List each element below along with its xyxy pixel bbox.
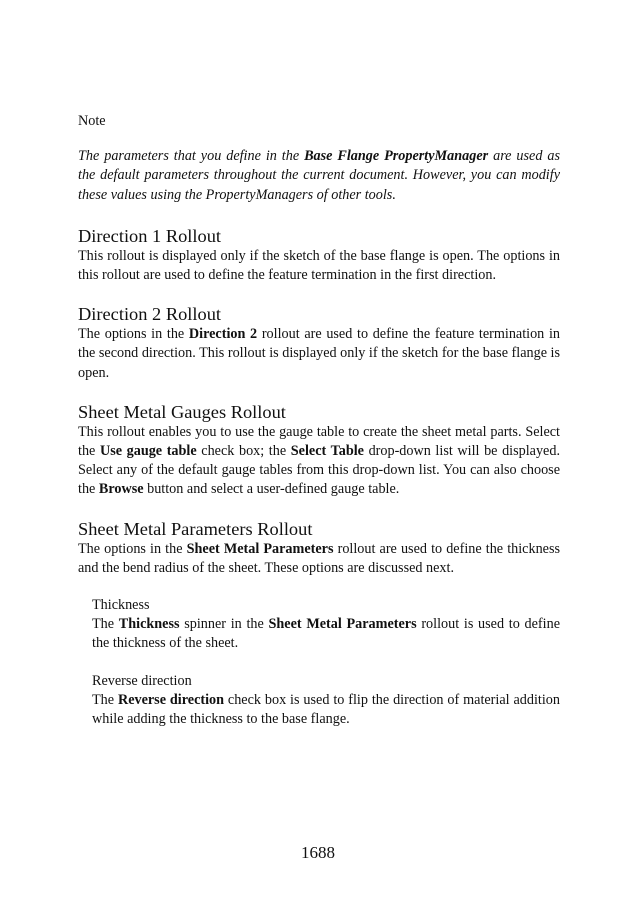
paragraph-direction-1: This rollout is displayed only if the sketch of the base flange is open. The options in this rollout are used to define the feature termination in the first direction. [78, 247, 560, 284]
subheading-reverse-direction: Reverse direction [92, 672, 192, 689]
subsection-reverse-direction [92, 672, 560, 730]
section-direction-2 [78, 303, 560, 383]
heading-sheet-metal-parameters: Sheet Metal Parameters Rollout [78, 518, 313, 539]
note-text [78, 147, 560, 205]
text-part: rollout is used to define the thickness of the sheet. [92, 616, 560, 652]
text-part: rollout are used to define the thickness and the bend radius of the sheet. These options are discussed next. [78, 540, 560, 576]
text-part: The options in the [78, 326, 189, 343]
paragraph-thickness [92, 615, 560, 653]
text-part: spinner in the [179, 616, 269, 633]
bold-term: Thickness [118, 616, 180, 633]
bold-term: Browse [98, 481, 144, 498]
heading-sheet-metal-gauges: Sheet Metal Gauges Rollout [78, 401, 286, 422]
paragraph-direction-2 [78, 325, 560, 383]
note-text-part: are used as the default parameters throughout the current document. However, you can modify these values using the PropertyManagers of other tools. [78, 148, 560, 203]
text-part: check box is used to flip the direction of material addition while adding the thickness to the base flange. [92, 691, 560, 728]
heading-direction-2: Direction 2 Rollout [78, 304, 222, 325]
text-part: drop-down list will be displayed. Select any of the default gauge tables from this drop-down list. You can also choose the [78, 443, 560, 498]
note-label: Note [78, 113, 106, 129]
text-part: button and select a user-defined gauge table. [143, 481, 400, 498]
subheading-thickness: Thickness [92, 597, 150, 614]
text-part: The [92, 691, 118, 708]
section-sheet-metal-gauges [78, 401, 560, 500]
heading-direction-1: Direction 1 Rollout [78, 225, 222, 246]
page-content [78, 112, 560, 747]
subsection-thickness [92, 596, 560, 654]
note-text-part: The parameters that you define in the [78, 148, 305, 165]
bold-term: Direction 2 [188, 326, 258, 343]
text-part: This rollout enables you to use the gauge table to create the sheet metal parts. Select the [78, 423, 560, 460]
paragraph-reverse-direction [92, 691, 560, 729]
bold-term: Reverse direction [117, 691, 225, 708]
note-bold-propertymanager: Base Flange PropertyManager [304, 148, 489, 165]
bold-term: Sheet Metal Parameters [186, 540, 334, 557]
paragraph-sheet-metal-parameters [78, 540, 560, 578]
bold-term: Select Table [290, 443, 364, 460]
text-part: The options in the [78, 540, 187, 557]
bold-term: Use gauge table [99, 443, 197, 460]
paragraph-sheet-metal-gauges [78, 423, 560, 500]
text-part: rollout are used to define the feature termination in the second direction. This rollout is displayed only if the sketch for the base flange is open. [78, 326, 561, 381]
page-number: 1688 [301, 843, 335, 862]
bold-term: Sheet Metal Parameters [268, 616, 417, 633]
section-sheet-metal-parameters [78, 518, 560, 578]
text-part: The [92, 616, 119, 633]
section-direction-1 [78, 225, 560, 285]
text-part: check box; the [196, 443, 291, 460]
